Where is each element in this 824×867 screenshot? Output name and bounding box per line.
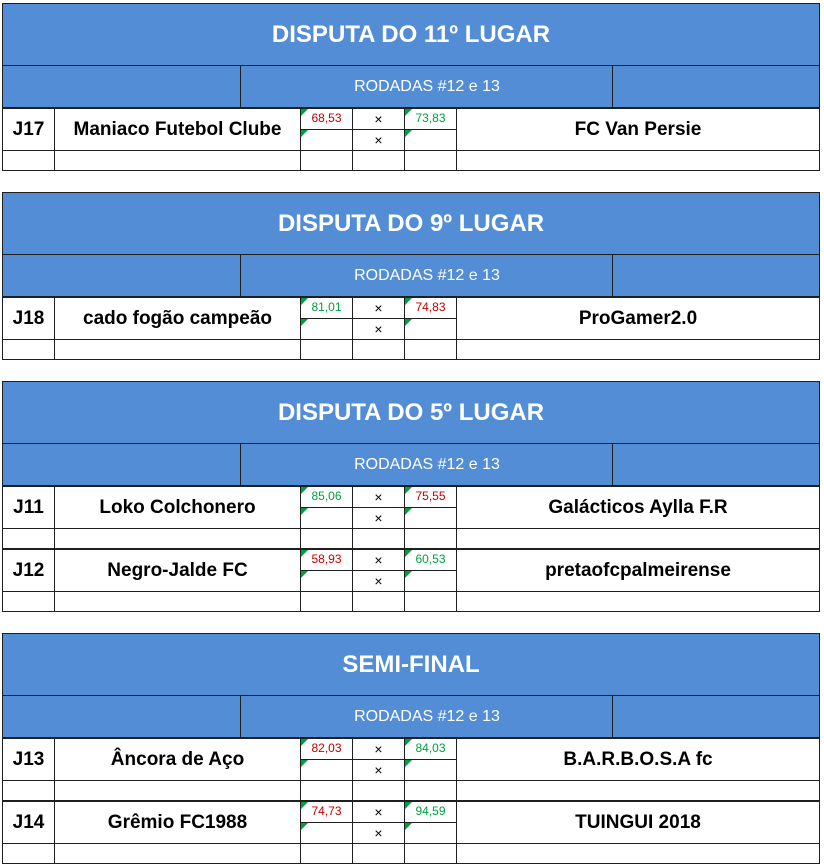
section-title: DISPUTA DO 9º LUGAR bbox=[2, 192, 820, 255]
match-code: J18 bbox=[2, 297, 55, 340]
home-score-lower bbox=[300, 129, 353, 151]
indicator-triangle-icon bbox=[405, 487, 412, 494]
empty-cell bbox=[404, 843, 457, 864]
empty-cell bbox=[404, 591, 457, 612]
versus-mark: × bbox=[352, 318, 405, 340]
home-team: cado fogão campeão bbox=[54, 297, 301, 340]
versus-mark: × bbox=[352, 549, 405, 571]
match-code: J13 bbox=[2, 738, 55, 781]
home-score: 81,01 bbox=[300, 297, 353, 319]
match-row bbox=[2, 108, 820, 171]
empty-cell bbox=[2, 843, 55, 864]
empty-cell bbox=[404, 150, 457, 171]
versus-mark: × bbox=[352, 801, 405, 823]
indicator-triangle-icon bbox=[405, 760, 412, 767]
indicator-triangle-icon bbox=[301, 319, 308, 326]
match-code: J11 bbox=[2, 486, 55, 529]
empty-cell bbox=[54, 339, 301, 360]
indicator-triangle-icon bbox=[301, 550, 308, 557]
empty-cell bbox=[300, 339, 353, 360]
home-team: Loko Colchonero bbox=[54, 486, 301, 529]
home-score: 85,06 bbox=[300, 486, 353, 508]
empty-cell bbox=[300, 150, 353, 171]
indicator-triangle-icon bbox=[405, 319, 412, 326]
home-score-lower bbox=[300, 759, 353, 781]
away-score: 94,59 bbox=[404, 801, 457, 823]
indicator-triangle-icon bbox=[301, 130, 308, 137]
home-score: 58,93 bbox=[300, 549, 353, 571]
rounds-header bbox=[2, 696, 820, 738]
empty-cell bbox=[54, 843, 301, 864]
indicator-triangle-icon bbox=[405, 802, 412, 809]
away-team: Galácticos Aylla F.R bbox=[456, 486, 820, 529]
rounds-header bbox=[2, 255, 820, 297]
empty-cell bbox=[404, 528, 457, 549]
section-title: DISPUTA DO 11º LUGAR bbox=[2, 3, 820, 66]
empty-cell bbox=[2, 339, 55, 360]
rounds-label: RODADAS #12 e 13 bbox=[354, 77, 500, 95]
indicator-triangle-icon bbox=[405, 739, 412, 746]
versus-mark: × bbox=[352, 297, 405, 319]
empty-cell bbox=[54, 591, 301, 612]
empty-cell bbox=[54, 528, 301, 549]
rounds-header bbox=[2, 66, 820, 108]
empty-cell bbox=[54, 150, 301, 171]
away-team: ProGamer2.0 bbox=[456, 297, 820, 340]
away-score-lower bbox=[404, 129, 457, 151]
indicator-triangle-icon bbox=[405, 109, 412, 116]
empty-cell bbox=[456, 150, 820, 171]
versus-mark: × bbox=[352, 507, 405, 529]
empty-cell bbox=[456, 591, 820, 612]
rounds-label: RODADAS #12 e 13 bbox=[354, 266, 500, 284]
empty-cell bbox=[2, 150, 55, 171]
indicator-triangle-icon bbox=[301, 508, 308, 515]
empty-cell bbox=[2, 528, 55, 549]
indicator-triangle-icon bbox=[301, 487, 308, 494]
match-row bbox=[2, 738, 820, 801]
indicator-triangle-icon bbox=[301, 298, 308, 305]
indicator-triangle-icon bbox=[405, 571, 412, 578]
empty-cell bbox=[300, 591, 353, 612]
away-score: 74,83 bbox=[404, 297, 457, 319]
away-score-lower bbox=[404, 759, 457, 781]
home-score: 74,73 bbox=[300, 801, 353, 823]
indicator-triangle-icon bbox=[405, 823, 412, 830]
empty-cell bbox=[404, 780, 457, 801]
away-score: 73,83 bbox=[404, 108, 457, 130]
away-score-lower bbox=[404, 318, 457, 340]
empty-cell bbox=[352, 339, 405, 360]
indicator-triangle-icon bbox=[301, 109, 308, 116]
versus-mark: × bbox=[352, 738, 405, 760]
empty-cell bbox=[352, 843, 405, 864]
indicator-triangle-icon bbox=[301, 802, 308, 809]
indicator-triangle-icon bbox=[405, 550, 412, 557]
empty-cell bbox=[2, 780, 55, 801]
indicator-triangle-icon bbox=[301, 760, 308, 767]
home-team: Negro-Jalde FC bbox=[54, 549, 301, 592]
empty-cell bbox=[352, 591, 405, 612]
versus-mark: × bbox=[352, 486, 405, 508]
home-score-lower bbox=[300, 318, 353, 340]
match-row bbox=[2, 297, 820, 360]
indicator-triangle-icon bbox=[405, 298, 412, 305]
empty-cell bbox=[456, 780, 820, 801]
rounds-header bbox=[2, 444, 820, 486]
match-row bbox=[2, 801, 820, 864]
away-team: FC Van Persie bbox=[456, 108, 820, 151]
indicator-triangle-icon bbox=[405, 508, 412, 515]
match-row bbox=[2, 486, 820, 549]
match-row bbox=[2, 549, 820, 612]
away-score: 75,55 bbox=[404, 486, 457, 508]
versus-mark: × bbox=[352, 822, 405, 844]
empty-cell bbox=[456, 843, 820, 864]
empty-cell bbox=[300, 780, 353, 801]
away-score-lower bbox=[404, 822, 457, 844]
home-team: Maniaco Futebol Clube bbox=[54, 108, 301, 151]
empty-cell bbox=[456, 528, 820, 549]
empty-cell bbox=[300, 528, 353, 549]
indicator-triangle-icon bbox=[301, 571, 308, 578]
home-team: Grêmio FC1988 bbox=[54, 801, 301, 844]
empty-cell bbox=[300, 843, 353, 864]
versus-mark: × bbox=[352, 759, 405, 781]
empty-cell bbox=[456, 339, 820, 360]
match-code: J12 bbox=[2, 549, 55, 592]
home-score-lower bbox=[300, 822, 353, 844]
home-score: 68,53 bbox=[300, 108, 353, 130]
home-score: 82,03 bbox=[300, 738, 353, 760]
home-team: Âncora de Aço bbox=[54, 738, 301, 781]
away-team: TUINGUI 2018 bbox=[456, 801, 820, 844]
empty-cell bbox=[352, 528, 405, 549]
empty-cell bbox=[54, 780, 301, 801]
away-team: B.A.R.B.O.S.A fc bbox=[456, 738, 820, 781]
match-code: J17 bbox=[2, 108, 55, 151]
versus-mark: × bbox=[352, 129, 405, 151]
rounds-label: RODADAS #12 e 13 bbox=[354, 707, 500, 725]
away-score: 60,53 bbox=[404, 549, 457, 571]
match-code: J14 bbox=[2, 801, 55, 844]
empty-cell bbox=[352, 780, 405, 801]
versus-mark: × bbox=[352, 108, 405, 130]
home-score-lower bbox=[300, 507, 353, 529]
indicator-triangle-icon bbox=[405, 130, 412, 137]
indicator-triangle-icon bbox=[301, 739, 308, 746]
home-score-lower bbox=[300, 570, 353, 592]
versus-mark: × bbox=[352, 570, 405, 592]
empty-cell bbox=[2, 591, 55, 612]
section-title: DISPUTA DO 5º LUGAR bbox=[2, 381, 820, 444]
empty-cell bbox=[352, 150, 405, 171]
section-title: SEMI-FINAL bbox=[2, 633, 820, 696]
away-score-lower bbox=[404, 570, 457, 592]
rounds-label: RODADAS #12 e 13 bbox=[354, 455, 500, 473]
empty-cell bbox=[404, 339, 457, 360]
away-team: pretaofcpalmeirense bbox=[456, 549, 820, 592]
away-score: 84,03 bbox=[404, 738, 457, 760]
indicator-triangle-icon bbox=[301, 823, 308, 830]
away-score-lower bbox=[404, 507, 457, 529]
